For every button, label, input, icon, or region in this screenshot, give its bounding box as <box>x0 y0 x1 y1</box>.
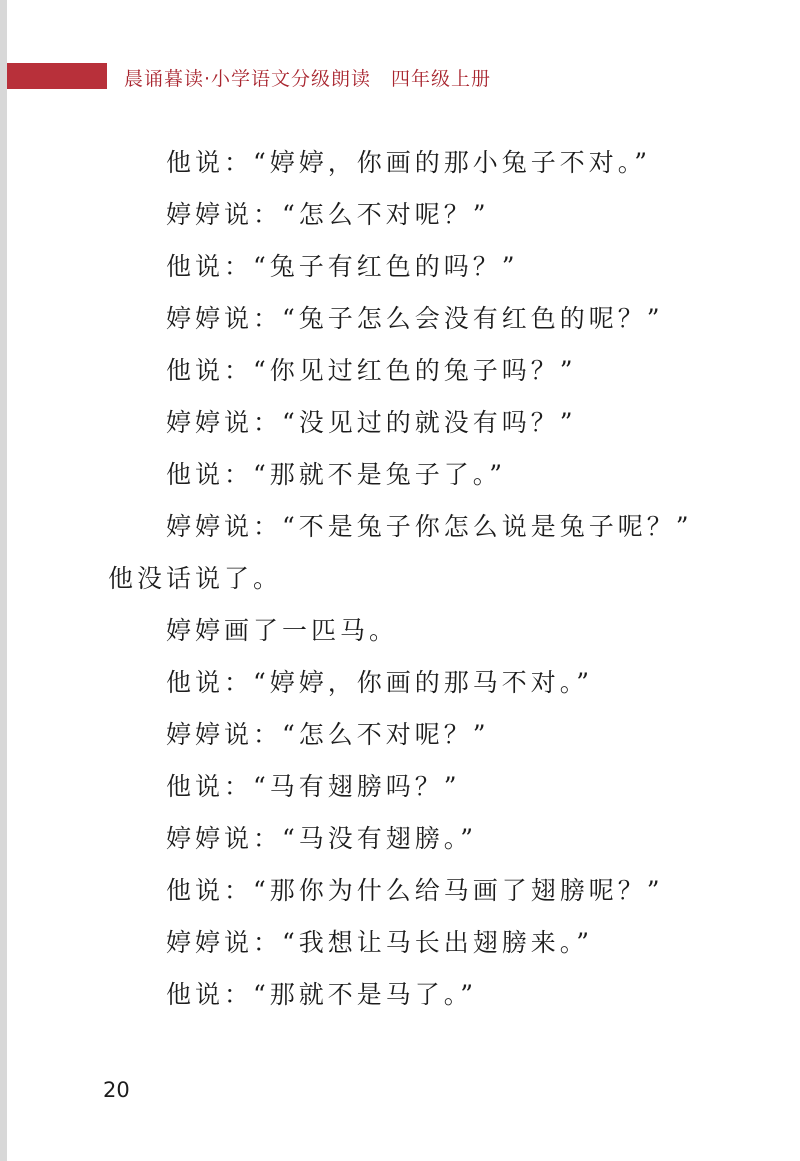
running-header-title: 晨诵暮读·小学语文分级朗读 四年级上册 <box>124 68 492 90</box>
text-line: 他说：“那就不是兔子了。” <box>166 460 507 489</box>
text-line: 他说：“马有翅膀吗？” <box>166 772 461 801</box>
text-line: 婷婷画了一匹马。 <box>166 616 399 645</box>
page-number: 20 <box>103 1078 130 1102</box>
text-line: 他说：“你见过红色的兔子吗？” <box>166 356 577 385</box>
text-line: 婷婷说：“我想让马长出翅膀来。” <box>166 928 594 957</box>
text-line: 他说：“婷婷，你画的那马不对。” <box>166 668 594 697</box>
text-line: 他说：“那你为什么给马画了翅膀呢？” <box>166 876 664 905</box>
text-line: 他说：“婷婷，你画的那小兔子不对。” <box>166 148 652 177</box>
book-spine-edge <box>0 0 7 1161</box>
header-color-band <box>7 63 107 89</box>
text-line: 婷婷说：“兔子怎么会没有红色的呢？” <box>166 304 664 333</box>
text-line: 婷婷说：“马没有翅膀。” <box>166 824 478 853</box>
text-line: 婷婷说：“不是兔子你怎么说是兔子呢？” <box>166 512 693 541</box>
text-line: 他说：“那就不是马了。” <box>166 980 478 1009</box>
text-line: 婷婷说：“没见过的就没有吗？” <box>166 408 577 437</box>
text-line: 他说：“兔子有红色的吗？” <box>166 252 519 281</box>
text-line: 婷婷说：“怎么不对呢？” <box>166 720 490 749</box>
text-line: 他没话说了。 <box>108 564 283 593</box>
text-line: 婷婷说：“怎么不对呢？” <box>166 200 490 229</box>
